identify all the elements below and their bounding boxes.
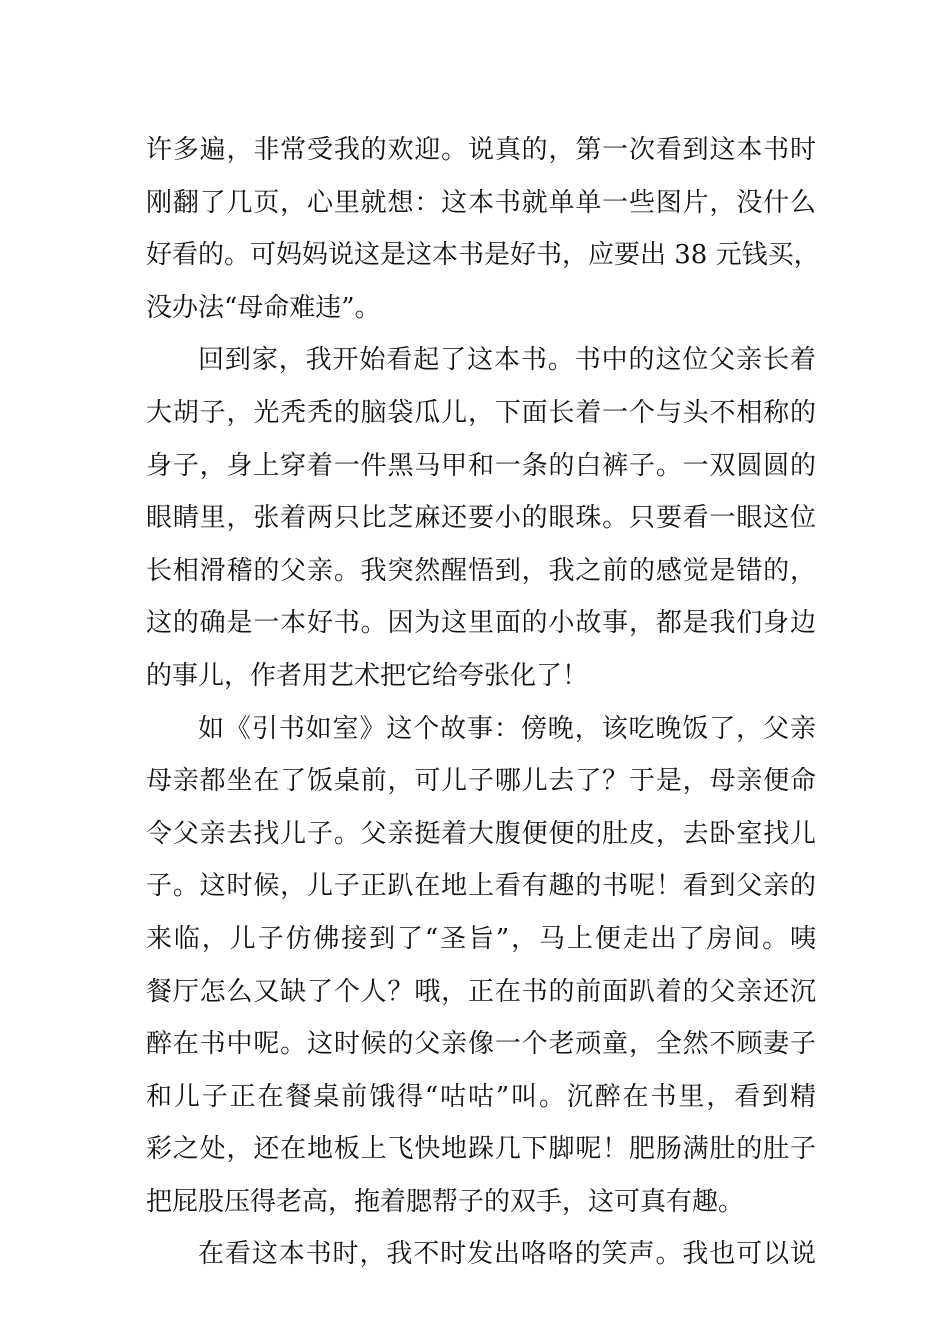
text-line: 如《引书如室》这个故事：傍晚，该吃晚饭了，父亲 bbox=[198, 713, 816, 744]
text-line: 这的确是一本好书。因为这里面的小故事，都是我们身边 bbox=[146, 608, 816, 639]
text-line: 把屁股压得老高，拖着腮帮子的双手，这可真有趣。 bbox=[146, 1186, 745, 1217]
text-line: 醉在书中呢。这时候的父亲像一个老顽童，全然不顾妻子 bbox=[146, 1029, 816, 1060]
text-line: 没办法“母命难违”。 bbox=[146, 292, 381, 323]
text-line: 眼睛里，张着两只比芝麻还要小的眼珠。只要看一眼这位 bbox=[146, 503, 816, 534]
text-line: 许多遍，非常受我的欢迎。说真的，第一次看到这本书时 bbox=[146, 135, 816, 165]
text-line: 刚翻了几页，心里就想：这本书就单单一些图片，没什么 bbox=[146, 187, 816, 218]
text-line: 身子，身上穿着一件黑马甲和一条的白裤子。一双圆圆的 bbox=[146, 450, 816, 481]
text-line: 回到家，我开始看起了这本书。书中的这位父亲长着 bbox=[198, 345, 816, 376]
text-line: 和儿子正在餐桌前饿得“咕咕”叫。沉醉在书里，看到精 bbox=[146, 1081, 816, 1112]
text-line: 餐厅怎么又缺了个人？哦，正在书的前面趴着的父亲还沉 bbox=[146, 976, 816, 1007]
body-text bbox=[146, 124, 820, 1281]
text-line: 彩之处，还在地板上飞快地跺几下脚呢！肥肠满肚的肚子 bbox=[146, 1134, 816, 1165]
text-line: 母亲都坐在了饭桌前，可儿子哪儿去了？于是，母亲便命 bbox=[146, 766, 816, 797]
text-line: 来临，儿子仿佛接到了“圣旨”，马上便走出了房间。咦 bbox=[146, 923, 816, 954]
text-line: 好看的。可妈妈说这是这本书是好书，应要出 38 元钱买， bbox=[146, 240, 820, 271]
text-line: 大胡子，光秃秃的脑袋瓜儿，下面长着一个与头不相称的 bbox=[146, 397, 816, 428]
text-line: 令父亲去找儿子。父亲挺着大腹便便的肚皮，去卧室找儿 bbox=[146, 818, 816, 849]
text-line: 在看这本书时，我不时发出咯咯的笑声。我也可以说 bbox=[198, 1239, 816, 1270]
text-line: 的事儿，作者用艺术把它给夸张化了！ bbox=[146, 660, 589, 691]
text-line: 长相滑稽的父亲。我突然醒悟到，我之前的感觉是错的， bbox=[146, 555, 816, 586]
text-line: 子。这时候，儿子正趴在地上看有趣的书呢！看到父亲的 bbox=[146, 871, 816, 902]
